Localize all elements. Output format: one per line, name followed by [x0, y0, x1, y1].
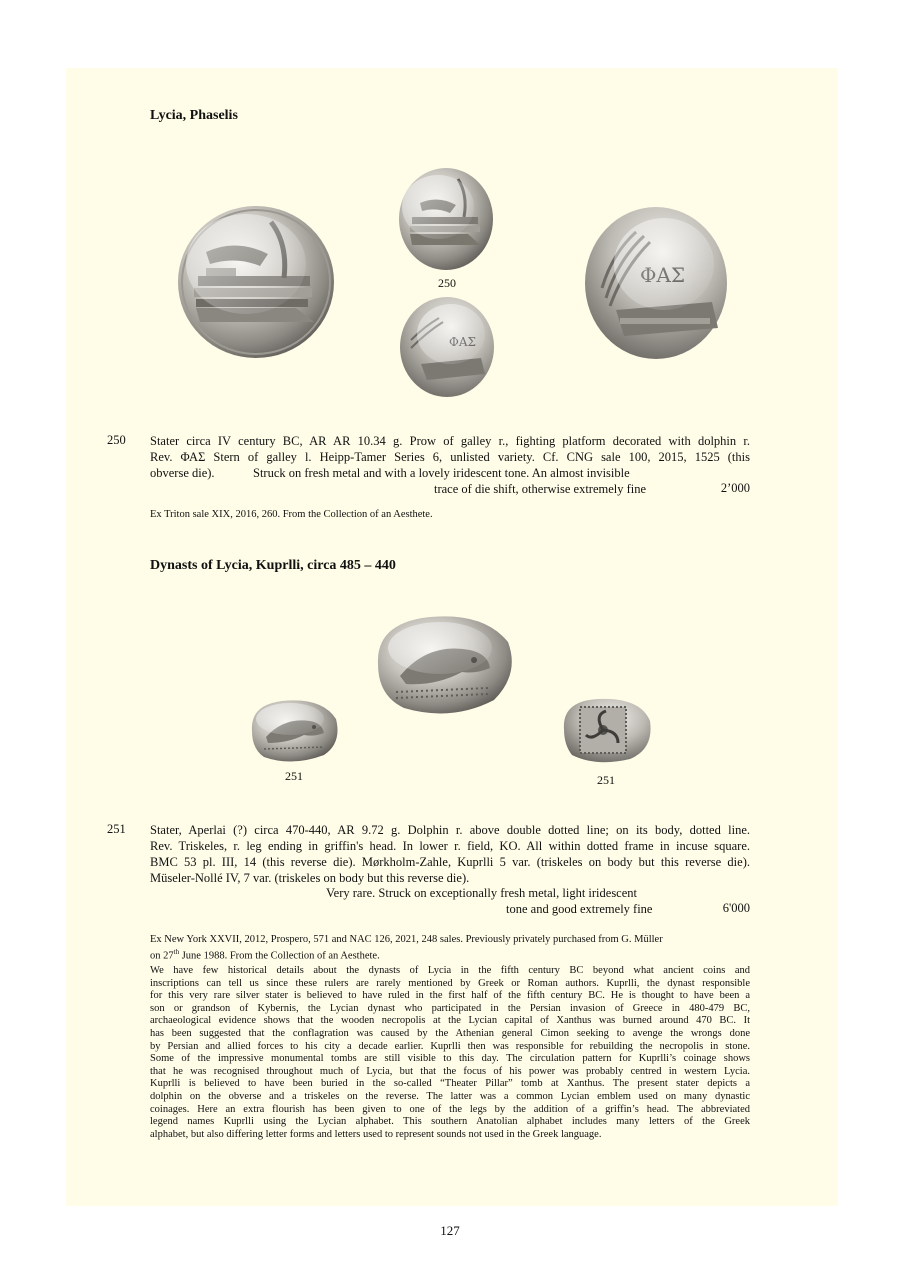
- essay-line: son or grandson of Kybernis, the Lycian dynast who participated in the Persian invasion of Greece in 480-479 BC,: [150, 1002, 750, 1014]
- provenance-text: June 1988. From the Collection of an Aesthete.: [179, 950, 380, 962]
- essay-line: coinages. Here an extra flourish has been given to one of the legs by the addition of a griffin’s head. The abbreviated: [150, 1103, 750, 1115]
- essay-line: that he was recognised throughout much of Lycia, but that the focus of his power was probably centred in western Lycia.: [150, 1065, 750, 1077]
- coin-label-250: 250: [438, 276, 456, 290]
- essay-line: alphabet, but also differing letter forms and letters used to represent sounds not used in the Greek language.: [150, 1128, 602, 1140]
- lot-250-condition-line: Struck on fresh metal and with a lovely iridescent tone. An almost invisible: [253, 466, 630, 480]
- essay-line: legend names Kuprlli using the Lycian alphabet. This southern Anatolian alphabet includes many letters of the Greek: [150, 1116, 750, 1128]
- essay-line: archaeological evidence shows that the wooden necropolis at the Lycian capital of Xanthus was burned around 470 BC. It: [150, 1015, 750, 1027]
- essay-line: Kuprlli is believed to have been buried in the so-called “Theater Pillar” tomb at Xanthus. The present stater depicts a: [150, 1078, 750, 1090]
- coin-250-obverse-large-image: [176, 204, 336, 360]
- coin-251-obverse-small-image: [246, 697, 342, 763]
- coin-251-obverse-large-image: [370, 612, 518, 716]
- lot-250-price: 2’000: [720, 481, 750, 495]
- essay-line: dolphin on the obverse and a triskeles on the reverse. The latter was a common Lycian emblem used on many dynastic: [150, 1090, 750, 1102]
- provenance-text: on 27: [150, 950, 174, 962]
- lot-250-condition-line: trace of die shift, otherwise extremely fine: [434, 482, 647, 496]
- lot-250-desc-line: Stater circa IV century BC, AR AR 10.34 g. Prow of galley r., fighting platform decorated with dolphin r.: [150, 434, 750, 448]
- lot-description-250: [150, 433, 750, 465]
- lot-251-condition-line: tone and good extremely fine: [506, 902, 653, 916]
- coin-label-251-left: 251: [285, 769, 303, 783]
- lot-251-provenance: [150, 933, 750, 963]
- lot-251-desc-line: Stater, Aperlai (?) circa 470-440, AR 9.72 g. Dolphin r. above double dotted line; on its body, dotted line.: [150, 823, 750, 837]
- coin-250-reverse-small-image: [399, 296, 495, 398]
- lot-251-provenance-line1: Ex New York XXVII, 2012, Prospero, 571 and NAC 126, 2021, 248 sales. Previously privately purchased from G. Müller: [150, 934, 663, 945]
- lot-number-251: 251: [107, 822, 126, 836]
- essay-line: Some of the impressive monumental tombs are still visible to this day. The circulation pattern for Kuprlli’s coinage shows: [150, 1053, 750, 1065]
- lot-250-desc-line: obverse die).: [150, 466, 215, 480]
- essay-line: We have few historical details about the dynasts of Lycia in the fifth century BC beyond what ancient coins and: [150, 965, 750, 976]
- lot-251-price: 6'000: [722, 901, 750, 915]
- section-title-dynasts-of-lycia: Dynasts of Lycia, Kuprlli, circa 485 – 440: [150, 558, 396, 573]
- coin-251-reverse-image: [558, 695, 654, 765]
- provenance-superscript: th: [173, 948, 180, 956]
- coin-250-reverse-large-image: [584, 206, 728, 360]
- lot-number-250: 250: [107, 433, 126, 447]
- lot-251-desc-line: BMC 53 pl. III, 14 (this reverse die). Mørkholm-Zahle, Kuprlli 5 var. (triskeles on body but this reverse die).: [150, 855, 750, 869]
- section-title-phaselis: Lycia, Phaselis: [150, 108, 238, 123]
- lot-251-desc-line: Rev. Triskeles, r. leg ending in griffin's head. In lower r. field, KO. All within dotted frame in incuse square.: [150, 839, 750, 853]
- lot-251-desc-line: Müseler-Nollé IV, 7 var. (triskeles on body but this reverse die).: [150, 871, 470, 885]
- lot-250-provenance: Ex Triton sale XIX, 2016, 260. From the Collection of an Aesthete.: [150, 509, 433, 520]
- coin-label-251-right: 251: [597, 773, 615, 787]
- lot-250-desc-line: Rev. ΦΑΣ Stern of galley l. Heipp-Tamer Series 6, unlisted variety. Cf. CNG sale 100, 2015, 1525 (this: [150, 450, 750, 464]
- lot-251-condition-line: Very rare. Struck on exceptionally fresh metal, light iridescent: [326, 886, 638, 900]
- essay-line: inscriptions can tell us since these rulers are rarely mentioned by Greek or Roman authors. Kuprlli, the dynast responsible: [150, 977, 750, 989]
- essay-line: has been suggested that the conflagration was caused by the Athenian general Cimon seeking to avenge the wrongs done: [150, 1027, 750, 1039]
- lot-251-provenance-line2: [150, 946, 750, 963]
- page-number: 127: [440, 1223, 460, 1238]
- lot-description-251: [150, 822, 750, 886]
- essay-line: for this very rare silver stater is believed to have ruled in the first half of the fifth century BC. He is thought to have been a: [150, 990, 750, 1002]
- essay-line: by Persian and allied forces to his city a decade earlier. Kuprlli then was responsible for rebuilding the necropolis in stone.: [150, 1040, 750, 1052]
- coin-250-obverse-small-image: [398, 167, 494, 271]
- lot-251-historical-essay: [150, 965, 750, 1141]
